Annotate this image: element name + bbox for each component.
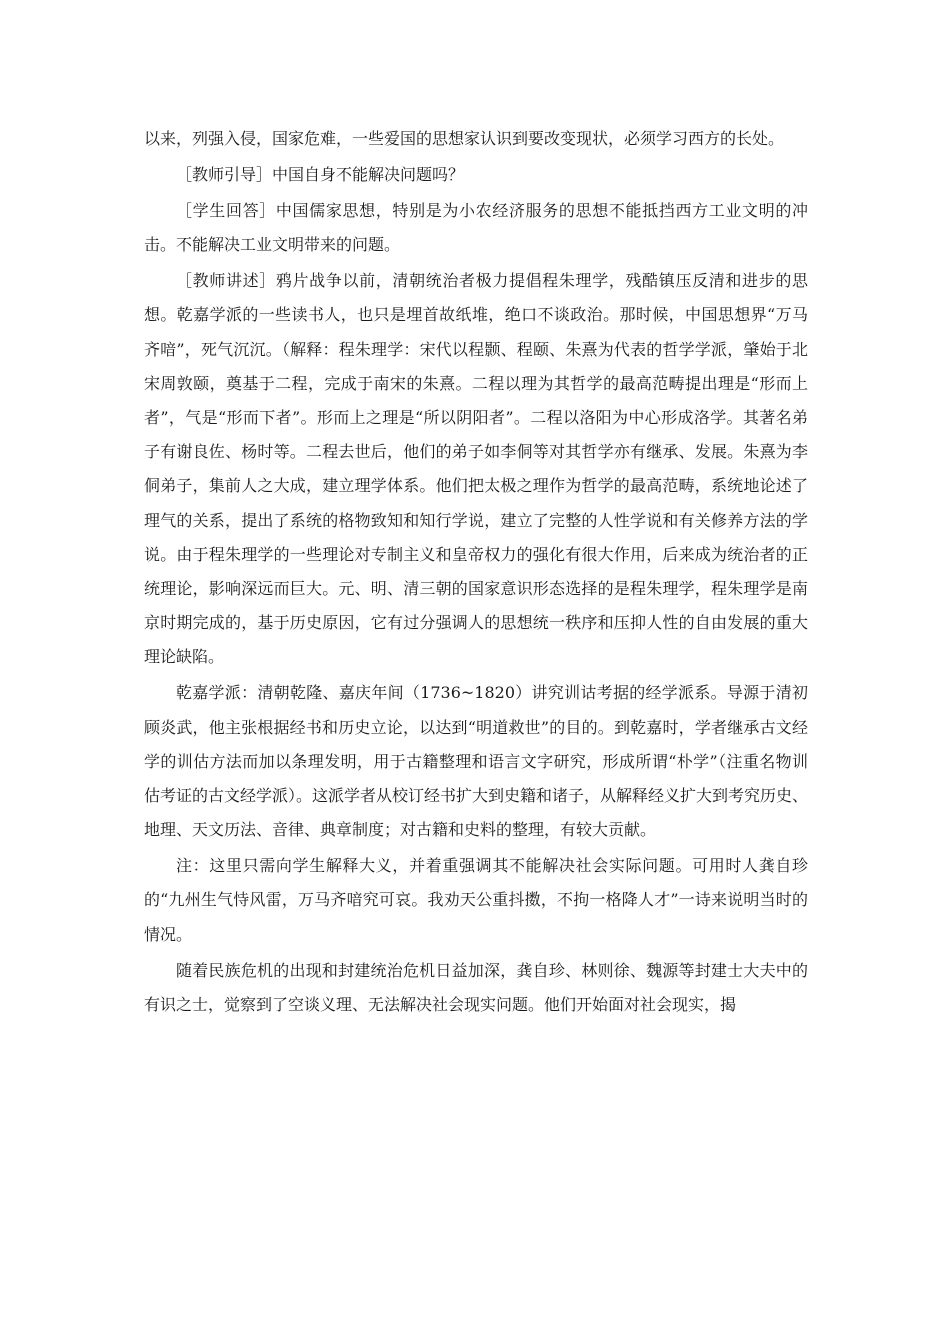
paragraph-note: 注：这里只需向学生解释大义，并着重强调其不能解决社会实际问题。可用时人龚自珍的“九州生气恃风雷，万马齐喑究可哀。我劝天公重抖擞，不拘一格降人才”一诗来说明当时的情况。 [144,856,808,944]
document-body [144,122,808,1024]
paragraph-national-crisis: 随着民族危机的出现和封建统治危机日益加深，龚自珍、林则徐、魏源等封建士大夫中的有识之士，觉察到了空谈义理、无法解决社会现实问题。他们开始面对社会现实，揭 [144,960,808,1014]
paragraph-teacher-narration: ［教师讲述］鸦片战争以前，清朝统治者极力提倡程朱理学，残酷镇压反清和进步的思想。乾嘉学派的一些读书人，也只是埋首故纸堆，绝口不谈政治。那时候，中国思想界“万马齐喑”，死气沉沉。（解释：程朱理学：宋代以程颢、程颐、朱熹为代表的哲学学派，肇始于北宋周敦颐，奠基于二程，完成于南宋的朱熹。二程以理为其哲学的最高范畴提出理是“形而上者”，气是“形而下者”。形而上之理是“所以阴阳者”。二程以洛阳为中心形成洛学。其著名弟子有谢良佐、杨时等。二程去世后，他们的弟子如李侗等对其哲学亦有继承、发展。朱熹为李侗弟子，集前人之大成，建立理学体系。他们把太极之理作为哲学的最高范畴，系统地论述了理气的关系，提出了系统的格物致知和知行学说，建立了完整的人性学说和有关修养方法的学说。由于程朱理学的一些理论对专制主义和皇帝权力的强化有很大作用，后来成为统治者的正统理论，影响深远而巨大。元、明、清三朝的国家意识形态选择的是程朱理学，程朱理学是南京时期完成的，基于历史原因，它有过分强调人的思想统一秩序和压抑人性的自由发展的重大理论缺陷。 [144,271,808,667]
paragraph-teacher-guide: ［教师引导］中国自身不能解决问题吗？ [176,165,465,184]
paragraph-qianjia-school: 乾嘉学派：清朝乾隆、嘉庆年间（1736~1820）讲究训诂考据的经学派系。导源于清初顾炎武，他主张根据经书和历史立论，以达到“明道救世”的目的。到乾嘉时，学者继承古文经学的训估方法而加以条理发明，用于古籍整理和语言文字研究，形成所谓“朴学”（注重名物训估考证的古文经学派）。这派学者从校订经书扩大到史籍和诸子，从解释经义扩大到考究历史、地理、天文历法、音律、典章制度；对古籍和史料的整理，有较大贡献。 [144,683,809,840]
paragraph-1: 以来，列强入侵，国家危难，一些爱国的思想家认识到要改变现状，必须学习西方的长处。 [144,129,785,148]
paragraph-student-answer: ［学生回答］中国儒家思想，特别是为小农经济服务的思想不能抵挡西方工业文明的冲击。不能解决工业文明带来的问题。 [144,201,808,255]
